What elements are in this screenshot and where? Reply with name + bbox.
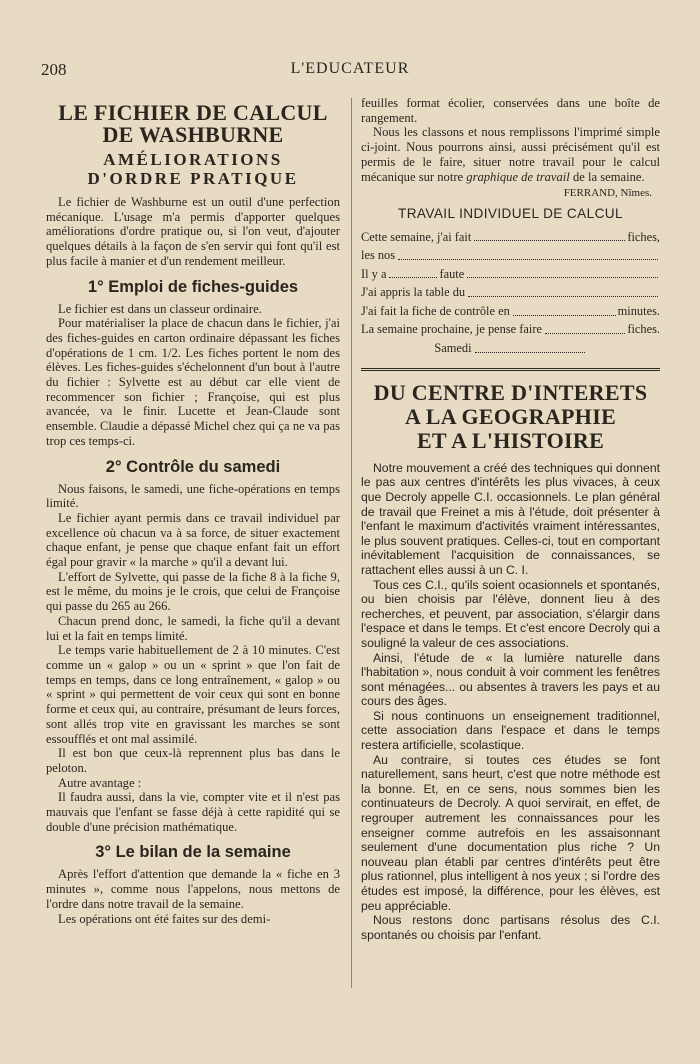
form-label: fiches, <box>627 229 660 244</box>
emphasis: graphique de travail <box>466 169 570 184</box>
article-subtitle-line: AMÉLIORATIONS <box>103 150 283 169</box>
form-blank <box>389 277 437 278</box>
paragraph: Au contraire, si toutes ces études se font naturellement, sans heurt, c'est que notre méthode est la bonne. Et, en ce sens, nous sommes bien les continuateurs de Decroly. A quoi servirait, en effet, de regrouper autrement les connaissances pour les enseigner comme autrefois en les assaisonnant seulement d'une documentation plus riche ? Un nouveau plan établi par centres d'intérêts peut être plus rationnel, plus intelligent à nos yeux ; si l'ordre des études est imposé, la différence, pour les élèves, est peu appréciable. <box>361 752 660 913</box>
author-signature: FERRAND, Nîmes. <box>563 187 652 200</box>
form-label: La semaine prochaine, je pense faire <box>361 322 542 337</box>
paragraph: Tous ces C.I., qu'ils soient ocasionnels et spontanés, ou bien choisis par l'élève, donnent lieu à des recherches, et peuvent, par association, s'élargir dans l'espace et dans le temps. Et c'est encore Decroly qui a souligné la valeur de ces associations. <box>361 577 660 650</box>
form-label: les nos <box>361 248 396 263</box>
form-row <box>361 337 660 356</box>
left-column <box>46 96 340 926</box>
form <box>361 226 660 356</box>
article-title <box>361 381 660 453</box>
article-title-line: LE FICHIER DE CALCUL <box>58 100 328 125</box>
text-run: Nous les classons et nous remplissons l'imprimé simple ci-joint. Nous pourrons ainsi, aussi précisément qu'il est permis de le faire, situer notre travail pour le calcul mécanique sur notre <box>361 125 660 184</box>
page-number: 208 <box>41 60 67 79</box>
form-row <box>361 244 660 263</box>
article-title <box>46 102 340 146</box>
article-title-line: A LA GEOGRAPHIE <box>404 403 617 429</box>
running-header: L'EDUCATEUR <box>290 60 410 77</box>
paragraph: Le fichier est dans un classeur ordinaire. <box>58 301 262 316</box>
form-label: Samedi <box>434 341 472 356</box>
form-title: TRAVAIL INDIVIDUEL DE CALCUL <box>398 205 623 221</box>
form-row <box>361 319 660 338</box>
paragraph: Autre avantage : <box>58 775 142 790</box>
right-column <box>361 96 660 942</box>
section-heading: 3° Le bilan de la semaine <box>95 843 291 862</box>
paragraph: Notre mouvement a créé des techniques qui donnent le pas aux centres d'intérêts les plus vivaces, à ceux que Decroly appelle C.I. occasionnels. Le plan général de travail que Freinet a mis à l'étude, doit présenter à l'enfant le maximum d'activités vraiment intéressantes, le plus souvent pratiques. Celles-ci, tout en comportant inévitablement l'acquisition de connaissances, se rattachent elles aussi à un C. I. <box>361 460 660 577</box>
text-run: de la semaine. <box>569 169 645 184</box>
paragraph: Ainsi, l'étude de « la lumière naturelle dans l'habitation », nous conduit à voir comment les fenêtres sont ménagées... ou absentes à travers les pays et au cours des âges. <box>361 650 660 709</box>
form-blank <box>475 352 585 353</box>
paragraph: Pour matérialiser la place de chacun dans le fichier, j'ai des fiches-guides en carton ordinaire dépassant les fiches d'opérations de 1 cm. 1/2. Les fiches portent le nom des élèves. Les fiches-guides s'échelonnent d'un bout à l'autre du fichier : Sylvette est au début car elle vient de recommencer son fichier ; Françoise, qui est plus avancée, va le finir. Lucette et Jean-Claude sont ensemble. Claudie a dépassé Michel chez qui ça ne va pas trop ces temps-ci. <box>46 316 340 448</box>
paragraph <box>361 125 660 184</box>
form-blank <box>513 315 616 316</box>
paragraph: Le fichier ayant permis dans ce travail individuel par excellence où chacun va à sa force, de situer exactement chaque enfant, je pense que chaque enfant fait un effort égal pour gravir « la marche » qu'il a devant lui. <box>46 510 340 570</box>
paragraph: Nous faisons, le samedi, une fiche-opérations en temps limité. <box>46 481 340 511</box>
article-title-line: ET A L'HISTOIRE <box>416 427 605 453</box>
paragraph: Le fichier de Washburne est un outil d'une perfection mécanique. L'usage m'a permis d'apporter quelques améliorations d'ordre pratique ou, si l'on veut, d'ajouter quelques détails à la façon de s'en servir qui font qu'il est plus facile à manier et d'un rendement meilleur. <box>46 195 340 268</box>
form-blank <box>474 240 625 241</box>
form-blank <box>545 333 625 334</box>
form-label: J'ai appris la table du <box>361 285 466 300</box>
form-blank <box>468 296 658 297</box>
form-label: fiches. <box>627 322 660 337</box>
paragraph: Il faudra aussi, dans la vie, compter vite et il n'est pas mauvais que l'enfant se fasse déjà à cette rapidité qui se double d'une précision mathématique. <box>46 790 340 834</box>
form-row <box>361 300 660 319</box>
form-blank <box>467 277 658 278</box>
form-label: minutes. <box>617 303 660 318</box>
column-divider <box>351 98 352 988</box>
section-heading: 1° Emploi de fiches-guides <box>87 277 299 296</box>
form-row <box>361 281 660 300</box>
section-heading: 2° Contrôle du samedi <box>105 457 281 476</box>
form-row <box>361 226 660 245</box>
paragraph: Le temps varie habituellement de 2 à 10 minutes. C'est comme un « galop » ou un « sprint » que l'on fait de temps en temps, dans ce long entraînement, « galop » ou « sprint » qui permettent de voir ceux qui sont en bonne forme et ceux qui, au contraire, présumant de leurs forces, sont allés trop vite en gravissant les marches se sont essoufflés et ont mal assimilé. <box>46 643 340 746</box>
paragraph: Il est bon que ceux-là reprennent plus bas dans le peloton. <box>46 746 340 775</box>
article-title-line: DU CENTRE D'INTERETS <box>373 379 648 405</box>
article-title-line: DE WASHBURNE <box>102 122 284 147</box>
paragraph: Après l'effort d'attention que demande la « fiche en 3 minutes », comme nous l'appelons, nous mettons de l'ordre dans notre travail de la semaine. <box>46 867 340 911</box>
article-subtitle <box>46 150 340 188</box>
paragraph: feuilles format écolier, conservées dans une boîte de rangement. <box>361 96 660 125</box>
form-blank <box>398 259 658 260</box>
section-rule <box>361 368 660 371</box>
paragraph: L'effort de Sylvette, qui passe de la fiche 8 à la fiche 9, est le même, du moins je le crois, que celui de Françoise qui passe du 265 au 266. <box>46 569 340 614</box>
paragraph: Nous restons donc partisans résolus des C.I. spontanés ou choisis par l'enfant. <box>361 913 660 942</box>
form-label: Il y a <box>361 266 387 281</box>
form-row <box>361 263 660 282</box>
paragraph: Chacun prend donc, le samedi, la fiche qu'il a devant lui et la fait en temps limité. <box>46 613 340 643</box>
form-label: Cette semaine, j'ai fait <box>361 229 472 244</box>
paragraph: Si nous continuons un enseignement traditionnel, cette association dans l'espace et dans le temps restera artificielle, scolastique. <box>361 708 660 753</box>
form-label: faute <box>439 266 465 281</box>
paragraph: Les opérations ont été faites sur des demi- <box>58 911 271 926</box>
form-label: J'ai fait la fiche de contrôle en <box>361 303 510 318</box>
article-subtitle-line: D'ORDRE PRATIQUE <box>87 169 299 188</box>
